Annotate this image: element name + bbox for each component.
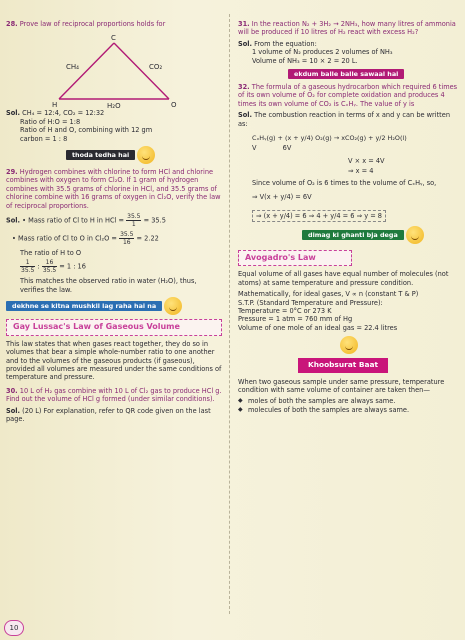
sol-line: • Mass ratio of Cl to H in HCl = [22,216,125,225]
avogadro-para: Volume of one mole of an ideal gas = 22.4 litres [238,323,398,332]
sol-label: Sol. [6,109,21,118]
khoobsurat-title: Khoobsurat Baat [298,358,388,372]
sol-line: Ratio of H:O = 1:8 [20,117,81,126]
label-h: H [52,101,58,110]
reciprocal-triangle-diagram [14,31,214,109]
sol-line: CH₄ = 12:4, CO₂ = 12:32 [22,109,105,118]
tag-pill: dimag ki ghanti bja dega [302,230,404,240]
sol-line: V × x = 4V [348,156,385,165]
sol-line: 1 volume of N₂ produces 2 volumes of NH₃ [252,48,393,57]
avogadro-para: Equal volume of all gases have equal number of molecules (not atoms) at same temperature and pressure condition. [238,270,449,287]
question-text: Prove law of reciprocal proportions holds for [19,20,166,28]
question-text: In the reaction N₂ + 3H₂ → 2NH₃, how many litres of ammonia will be produced if 10 litres of H₂ react with excess H₂? [238,20,456,37]
solution-28 [6,109,222,143]
question-number: 32. [238,83,250,92]
sol-line [238,210,460,222]
label-o: O [171,101,177,110]
question-31 [238,20,460,37]
section-title-gay-lussac: Gay Lussac's Law of Gaseous Volume [6,319,222,335]
emoji-icon [164,297,182,315]
tag-row [238,336,460,354]
sol-line: ⇒ V(x + y/4) = 6V [252,193,312,202]
sol-label: Sol. [238,39,253,48]
solution-29: Sol. • Mass ratio of Cl to H in HCl = $\frac{35.5}{1}$ = 35.5 • Mass ratio of Cl to O in Cl₂O = $\frac{35.5}{16}$ = 2.22 The ratio of H to O $\frac{1}{35.5}$ : $\frac{16}{35.5}$ = 1 : 16 This matches the observed ratio in water (H₂O), thus, verifies the law. [6,213,222,294]
sol-line: Since volume of O₂ is 6 times to the volume of CₓHᵧ, so, [252,178,437,187]
equation: CₓHᵧ(g) + (x + y/4) O₂(g) → xCO₂(g) + y/2 H₂O(l) [252,134,407,143]
label-c: C [111,34,116,43]
emoji-icon [340,336,358,354]
question-number: 31. [238,20,250,28]
solution-32 [238,111,460,222]
tag-row [6,297,222,315]
solution-30 [6,407,222,424]
question-28 [6,20,222,28]
left-column [6,20,222,426]
sol-line: • Mass ratio of Cl to O in Cl₂O = [12,234,117,243]
tag-pill: ekdum balle balle sawaal hai [288,69,404,79]
emoji-icon [137,146,155,164]
sol-line: ⇒ x = 4 [348,167,374,176]
sol-label: Sol. [6,216,21,225]
sol-line: This matches the observed ratio in water (H₂O), thus, verifies the law. [20,277,197,294]
avogadro-para: Mathematically, for ideal gases, V ∝ n (constant T & P) [238,290,419,299]
tag-pill: thoda tedha hai [66,150,135,160]
fraction: $\frac{35.5}{1}$ [127,213,141,229]
khoobsurat-header [238,354,460,372]
sol-label: Sol. [238,111,253,120]
sol-label: Sol. [6,406,21,415]
label-co2: CO₂ [149,63,163,72]
question-text: Hydrogen combines with chlorine to form HCl and chlorine combines with oxygen to form Cl₂O. If 1 gram of hydrogen combines with 35.5 grams of chlorine in HCl, and 35.5 grams of chlorine combine with 16 grams of oxygen in Cl₂O, verify the law of reciprocal proportions. [6,168,221,210]
tag-row [288,69,460,79]
question-30 [6,387,222,404]
label-h2o: H₂O [107,102,121,110]
avogadro-para: Pressure = 1 atm = 760 mm of Hg [238,315,353,324]
bullet-item: ◆ moles of both the samples are always same. [238,397,460,405]
tag-row [302,226,460,244]
sol-line: Ratio of H and O, combining with 12 gm [20,126,153,135]
sol-line: carbon = 1 : 8 [20,134,68,143]
gay-lussac-body: This law states that when gases react together, they do so in volumes that bear a simple whole-number ratio to one another and to the volumes of the gaseous products (if gaseous), provided all volumes are measured under the same conditions of temperature and pressure. [6,339,222,382]
bullet-item: ◆ molecules of both the samples are always same. [238,406,460,414]
question-number: 28. [6,20,18,28]
column-divider [229,14,231,614]
emoji-icon [406,226,424,244]
page-number: 10 [4,620,24,636]
fraction: $\frac{35.5}{16}$ [120,231,134,247]
volume-row: V 6V [252,144,292,153]
sol-line: From the equation: [254,39,317,48]
answer-box: ⇒ (x + y/4) = 6 ⇒ 4 + y/4 = 6 ⇒ y = 8 [252,210,386,222]
tag-row [66,146,222,164]
section-title-avogadro: Avogadro's Law [238,250,352,266]
question-number: 30. [6,386,18,395]
solution-31 [238,40,460,65]
question-text: The formula of a gaseous hydrocarbon which required 6 times of its own volume of O₂ for complete oxidation and produces 4 times its own volume of CO₂ is CₓHᵧ. The value of y is [238,83,458,108]
label-ch4: CH₄ [66,63,79,72]
right-column [238,20,460,414]
question-number: 29. [6,168,18,177]
sol-line: Volume of NH₃ = 10 × 2 = 20 L. [252,56,358,65]
avogadro-para: Temperature = 0°C or 273 K [238,306,332,315]
khoobsurat-body: When two gaseous sample under same pressure, temperature condition with same volume of container are taken then— [238,377,445,394]
question-32 [238,83,460,108]
question-text: 10 L of H₂ gas combine with 10 L of Cl₂ gas to produce HCl g. Find out the volume of HCl g formed (under similar conditions). [6,386,222,404]
sol-line: (20 L) For explanation, refer to QR code given on the last page. [6,406,211,423]
ratio-line: $\frac{1}{35.5}$ : $\frac{16}{35.5}$ = 1 : 16 [21,259,86,275]
question-29 [6,168,222,210]
sol-line: The ratio of H to O [20,249,82,258]
avogadro-para: S.T.P. (Standard Temperature and Pressure): [238,298,383,307]
sol-line: The combustion reaction in terms of x and y can be written as: [238,111,451,128]
tag-pill: dekhne se kitna mushkil lag raha hai na [6,301,162,311]
